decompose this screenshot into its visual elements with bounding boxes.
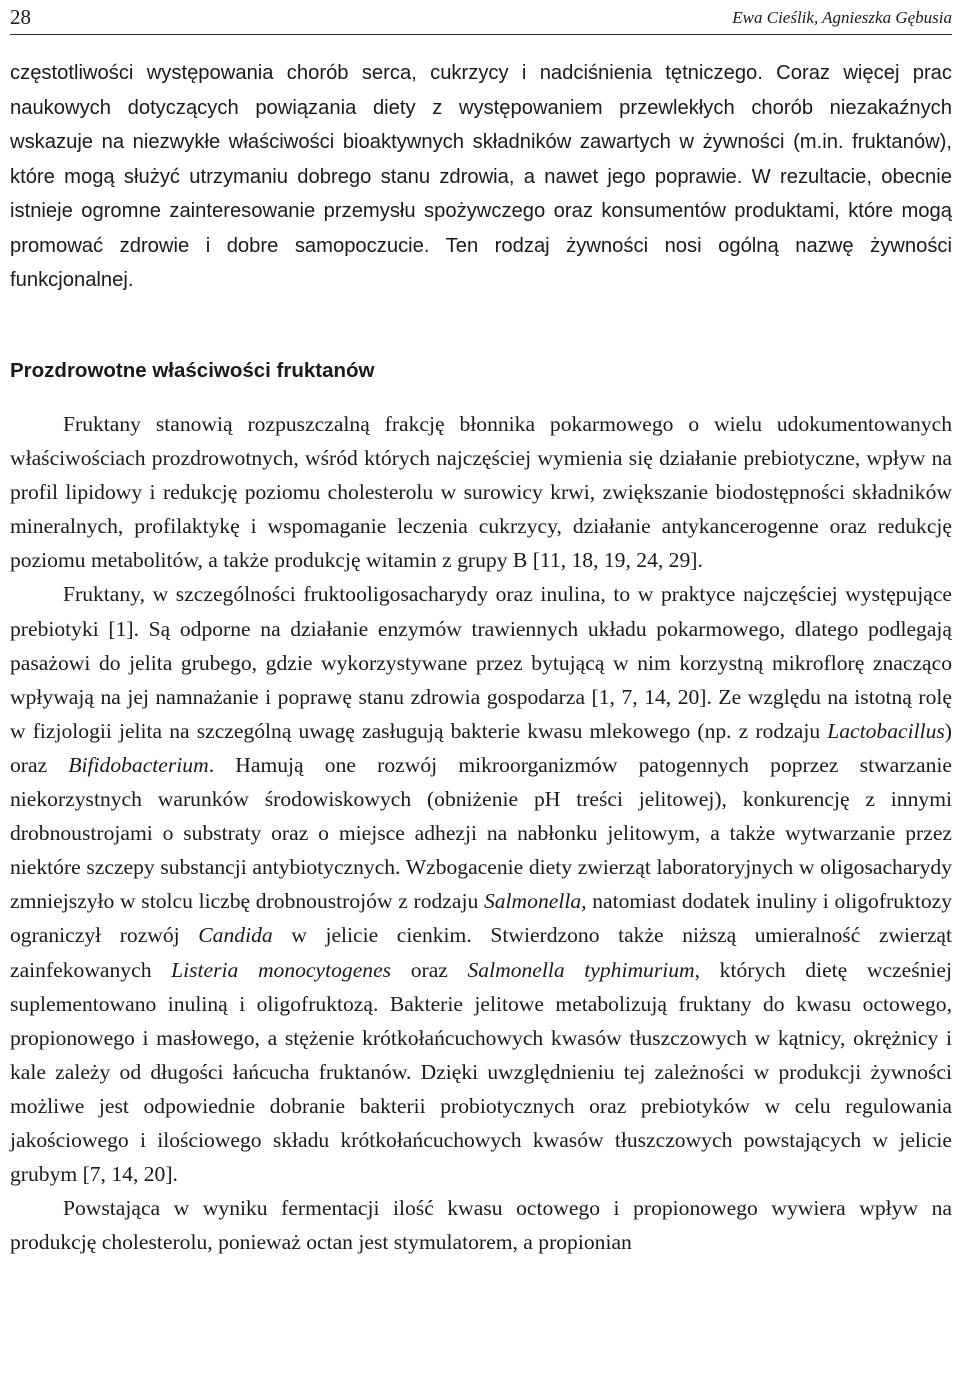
paragraph-2 xyxy=(10,577,952,1191)
text-run: ) oraz xyxy=(10,718,952,777)
species-name: Salmonella xyxy=(483,889,582,914)
text-run: . Hamują one rozwój mikroorganizmów patogennych poprzez stwarzanie niekorzystnych warunków środowiskowych (obniżenie pH treści jelitowej), konkurencję z innymi drobnoustrojami o substraty oraz o miejsce adhezji na nabłonku jelitowym, a także wytwarzanie przez niektóre szczepy substancji antybiotycznych. Wzbogacenie diety zwierząt laboratoryjnych w oligosacharydy zmniejszyło w stolcu liczbę drobnoustrojów z rodzaju xyxy=(10,752,952,914)
document-page xyxy=(10,0,952,1393)
text-run: w jelicie cienkim. Stwierdzono także niższą umieralność zwierząt zainfekowanych xyxy=(10,923,953,982)
species-name: Lactobacillus xyxy=(827,718,945,743)
species-name: Bifidobacterium xyxy=(68,752,209,777)
species-name: Listeria monocytogenes xyxy=(171,957,392,982)
section-heading: Prozdrowotne właściwości fruktanów xyxy=(10,359,375,382)
intro-paragraph: częstotliwości występowania chorób serca, cukrzycy i nadciśnienia tętniczego. Coraz więcej prac naukowych dotyczących powiązania diety z występowaniem przewlekłych chorób niezakaźnych wskazuje na niezwykłe właściwości bioaktywnych składników zawartych w żywności (m.in. fruktanów), które mogą służyć utrzymaniu dobrego stanu zdrowia, a nawet jego poprawie. W rezultacie, obecnie istnieje ogromne zainteresowanie przemysłu spożywczego oraz konsumentów produktami, które mogą promować zdrowie i dobre samopoczucie. Ten rodzaj żywności nosi ogólną nazwę żywności funkcjonalnej. xyxy=(10,62,952,291)
running-header xyxy=(10,4,952,35)
running-header-authors: Ewa Cieślik, Agnieszka Gębusia xyxy=(732,8,952,27)
section-body xyxy=(10,407,952,1259)
paragraph-1: Fruktany stanowią rozpuszczalną frakcję błonnika pokarmowego o wielu udokumentowanych właściwościach prozdrowotnych, wśród których najczęściej wymienia się działanie prebiotyczne, wpływ na profil lipidowy i redukcję poziomu cholesterolu w surowicy krwi, zwiększanie biodostępności składników mineralnych, profilaktykę i wspomaganie leczenia cukrzycy, działanie antykancerogenne oraz redukcję poziomu metabolitów, a także produkcję witamin z grupy B [11, 18, 19, 24, 29]. xyxy=(10,412,952,573)
text-run: Fruktany, w szczególności fruktooligosacharydy oraz inulina, to w praktyce najczęściej występujące prebiotyki [1]. Są odporne na działanie enzymów trawiennych układu pokarmowego, dlatego podlegają pasażowi do jelita grubego, gdzie wykorzystywane przez bytującą w nim korzystną mikroflorę znacząco wpływają na jej namnażanie i poprawę stanu zdrowia gospodarza [1, 7, 14, 20]. Ze względu na istotną rolę w fizjologii jelita na szczególną uwagę zasługują bakterie kwasu mlekowego (np. z rodzaju xyxy=(10,582,952,743)
species-name: Salmonella typhimurium xyxy=(467,957,695,982)
paragraph-3: Powstająca w wyniku fermentacji ilość kwasu octowego i propionowego wywiera wpływ na produkcję cholesterolu, ponieważ octan jest stymulatorem, a propionian xyxy=(10,1196,952,1255)
text-run: , których dietę wcześniej suplementowano inuliną i oligofruktozą. Bakterie jelitowe metabolizują fruktany do kwasu octowego, propionowego i masłowego, a stężenie krótkołańcuchowych kwasów tłuszczowych w kątnicy, okrężnicy i kale zależy od długości łańcucha fruktanów. Dzięki uwzględnieniu tej zależności w produkcji żywności możliwe jest odpowiednie dobranie bakterii probiotycznych oraz prebiotyków w celu regulowania jakościowego i ilościowego składu krótkołańcuchowych kwasów tłuszczowych powstających w jelicie grubym [7, 14, 20]. xyxy=(10,957,952,1187)
text-run: , natomiast dodatek inuliny i oligofruktozy ograniczył rozwój xyxy=(10,889,952,948)
page-number: 28 xyxy=(10,5,31,29)
species-name: Candida xyxy=(198,923,273,948)
text-run: oraz xyxy=(391,957,468,982)
